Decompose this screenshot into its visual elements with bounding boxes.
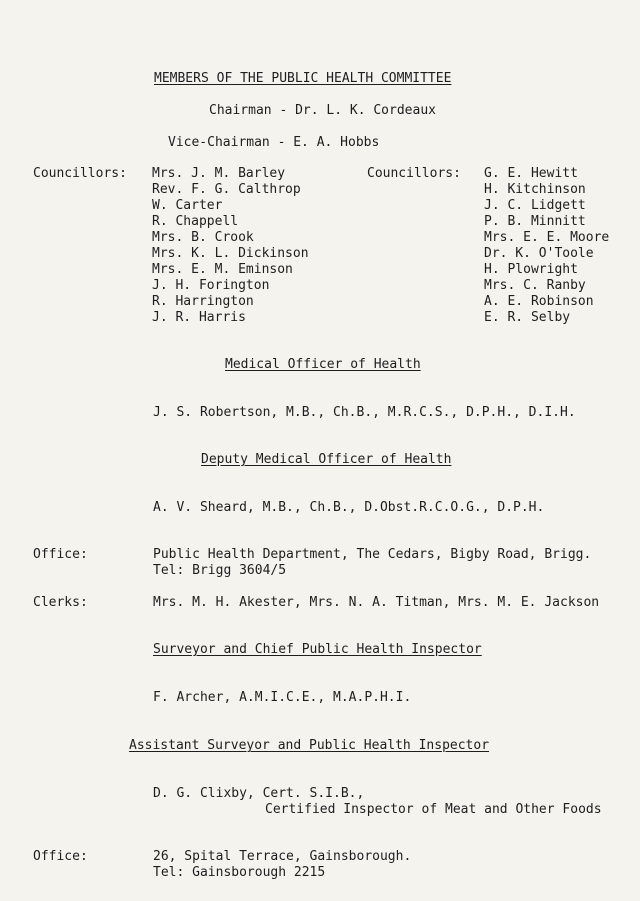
office-address: Public Health Department, The Cedars, Bigby Road, Brigg. xyxy=(153,547,592,562)
clerks-label: Clerks: xyxy=(33,595,88,610)
list-item: R. Chappell xyxy=(152,214,239,229)
list-item: P. B. Minnitt xyxy=(484,214,586,229)
list-item: Mrs. E. M. Eminson xyxy=(152,262,293,277)
clerks-names: Mrs. M. H. Akester, Mrs. N. A. Titman, Mrs. M. E. Jackson xyxy=(153,595,600,610)
office2-telephone: Tel: Gainsborough 2215 xyxy=(153,865,326,880)
councillors-label-right: Councillors: xyxy=(367,166,461,181)
list-item: G. E. Hewitt xyxy=(484,166,578,181)
list-item: Mrs. K. L. Dickinson xyxy=(152,246,309,261)
vice-chairman-line: Vice-Chairman - E. A. Hobbs xyxy=(168,135,380,150)
councillors-label-left: Councillors: xyxy=(33,166,127,181)
assistant-name: D. G. Clixby, Cert. S.I.B., xyxy=(153,786,365,801)
councillors-left-list xyxy=(152,166,309,326)
list-item: E. R. Selby xyxy=(484,310,571,325)
list-item: Mrs. J. M. Barley xyxy=(152,166,286,181)
office2-address: 26, Spital Terrace, Gainsborough. xyxy=(153,849,412,864)
list-item: J. H. Forington xyxy=(152,278,270,293)
list-item: Mrs. C. Ranby xyxy=(484,278,586,293)
surveyor-heading: Surveyor and Chief Public Health Inspector xyxy=(153,642,482,657)
dmoh-heading: Deputy Medical Officer of Health xyxy=(201,452,452,467)
office-label: Office: xyxy=(33,547,88,562)
surveyor-name: F. Archer, A.M.I.C.E., M.A.P.H.I. xyxy=(153,690,412,705)
assistant-certification: Certified Inspector of Meat and Other Foods xyxy=(265,802,602,817)
dmoh-name: A. V. Sheard, M.B., Ch.B., D.Obst.R.C.O.G., D.P.H. xyxy=(153,500,545,515)
list-item: Dr. K. O'Toole xyxy=(484,246,594,261)
councillors-right-list xyxy=(484,166,609,326)
office2-label: Office: xyxy=(33,849,88,864)
list-item: H. Plowright xyxy=(484,262,578,277)
moh-name: J. S. Robertson, M.B., Ch.B., M.R.C.S., D.P.H., D.I.H. xyxy=(153,405,576,420)
list-item: Mrs. E. E. Moore xyxy=(484,230,610,245)
list-item: Rev. F. G. Calthrop xyxy=(152,182,301,197)
list-item: W. Carter xyxy=(152,198,223,213)
chairman-line: Chairman - Dr. L. K. Cordeaux xyxy=(209,103,436,118)
list-item: Mrs. B. Crook xyxy=(152,230,254,245)
list-item: R. Harrington xyxy=(152,294,254,309)
list-item: H. Kitchinson xyxy=(484,182,586,197)
page-title: MEMBERS OF THE PUBLIC HEALTH COMMITTEE xyxy=(154,71,452,86)
moh-heading: Medical Officer of Health xyxy=(225,357,421,372)
office-telephone: Tel: Brigg 3604/5 xyxy=(153,563,287,578)
list-item: J. R. Harris xyxy=(152,310,246,325)
list-item: A. E. Robinson xyxy=(484,294,594,309)
assistant-heading: Assistant Surveyor and Public Health Inspector xyxy=(129,738,490,753)
list-item: J. C. Lidgett xyxy=(484,198,586,213)
